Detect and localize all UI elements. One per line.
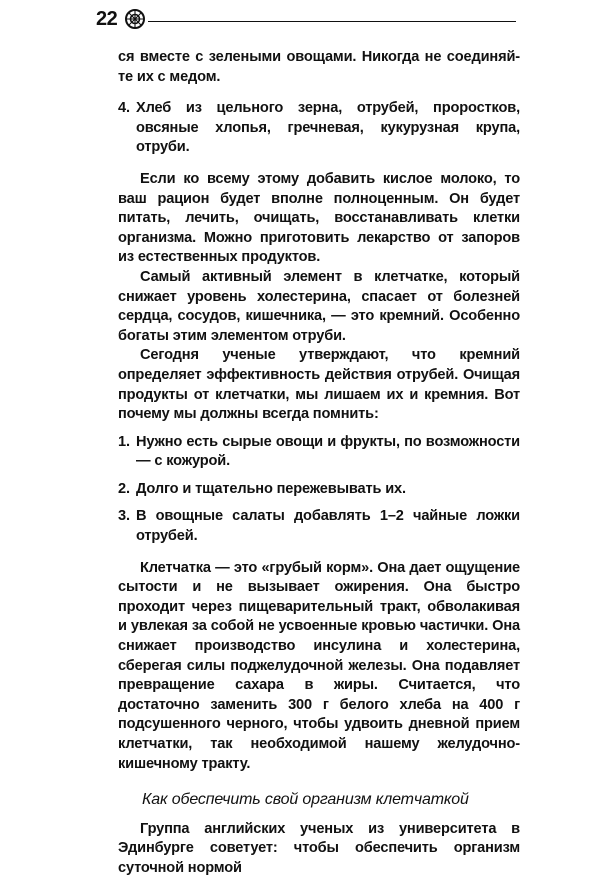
list-item-text: Долго и тщательно пережевывать их.	[136, 480, 406, 497]
list-item-number: 2.	[118, 480, 130, 497]
page-header	[96, 6, 516, 34]
list-item	[118, 507, 520, 546]
section-title: Как обеспечить свой организм клетчаткой	[142, 791, 469, 809]
paragraph: Группа английских ученых из университета в Эдинбурге советует: чтобы обеспечить организм суточной нормой	[118, 820, 520, 876]
list-item-4	[118, 99, 520, 158]
list-item-text: Нужно есть сырые овощи и фрукты, по возможности — с кожурой.	[136, 433, 520, 470]
page-body	[118, 48, 520, 879]
paragraph: Сегодня ученые утверждают, что кремний определяет эффективность действия отрубей. Очищая продукты от клетчатки, мы лишаем их и кремния. Вот почему мы должны всегда помнить:	[118, 347, 520, 423]
list-item-text: В овощные салаты добавлять 1–2 чайные ложки отрубей.	[136, 508, 520, 545]
header-rule	[148, 21, 516, 22]
paragraph: Если ко всему этому добавить кислое молоко, то ваш рацион будет вполне полноценным. Он будет питать, лечить, очищать, восстанавливать клетки организма. Можно приготовить лекарство от запоров из естественных продуктов.	[118, 170, 520, 266]
list-item	[118, 480, 520, 500]
page-number: 22	[96, 8, 118, 30]
ornament-icon	[124, 8, 146, 30]
list-item	[118, 433, 520, 472]
list-item-number: 4.	[118, 100, 130, 117]
list-item-number: 3.	[118, 508, 130, 525]
continued-paragraph: ся вместе с зелеными овощами. Никогда не соединяй-те их с медом.	[118, 49, 520, 85]
paragraph: Самый активный элемент в клетчатке, который снижает уровень холестерина, спасает от болезней сердца, сосудов, кишечника, — это кремний. Особенно богаты этим элементом отруби.	[118, 268, 520, 344]
list-item-text: Хлеб из цельного зерна, отрубей, проростков, овсяные хлопья, гречневая, кукурузная крупа, отруби.	[136, 100, 520, 156]
list-item-number: 1.	[118, 433, 130, 450]
paragraph: Клетчатка — это «грубый корм». Она дает ощущение сытости и не вызывает ожирения. Она быстро проходит через пищеварительный тракт, обволакивая и увлекая за собой не усвоенные кровью частички. Она снижает производство инсулина и холестерина, сберегая силы поджелудочной железы. Она подавляет превращение сахара в жиры. Считается, что достаточно заменить 300 г белого хлеба на 400 г подсушенного черного, чтобы удвоить дневной прием клетчатки, так необходимой нашему желудочно-кишечному тракту.	[118, 559, 520, 772]
